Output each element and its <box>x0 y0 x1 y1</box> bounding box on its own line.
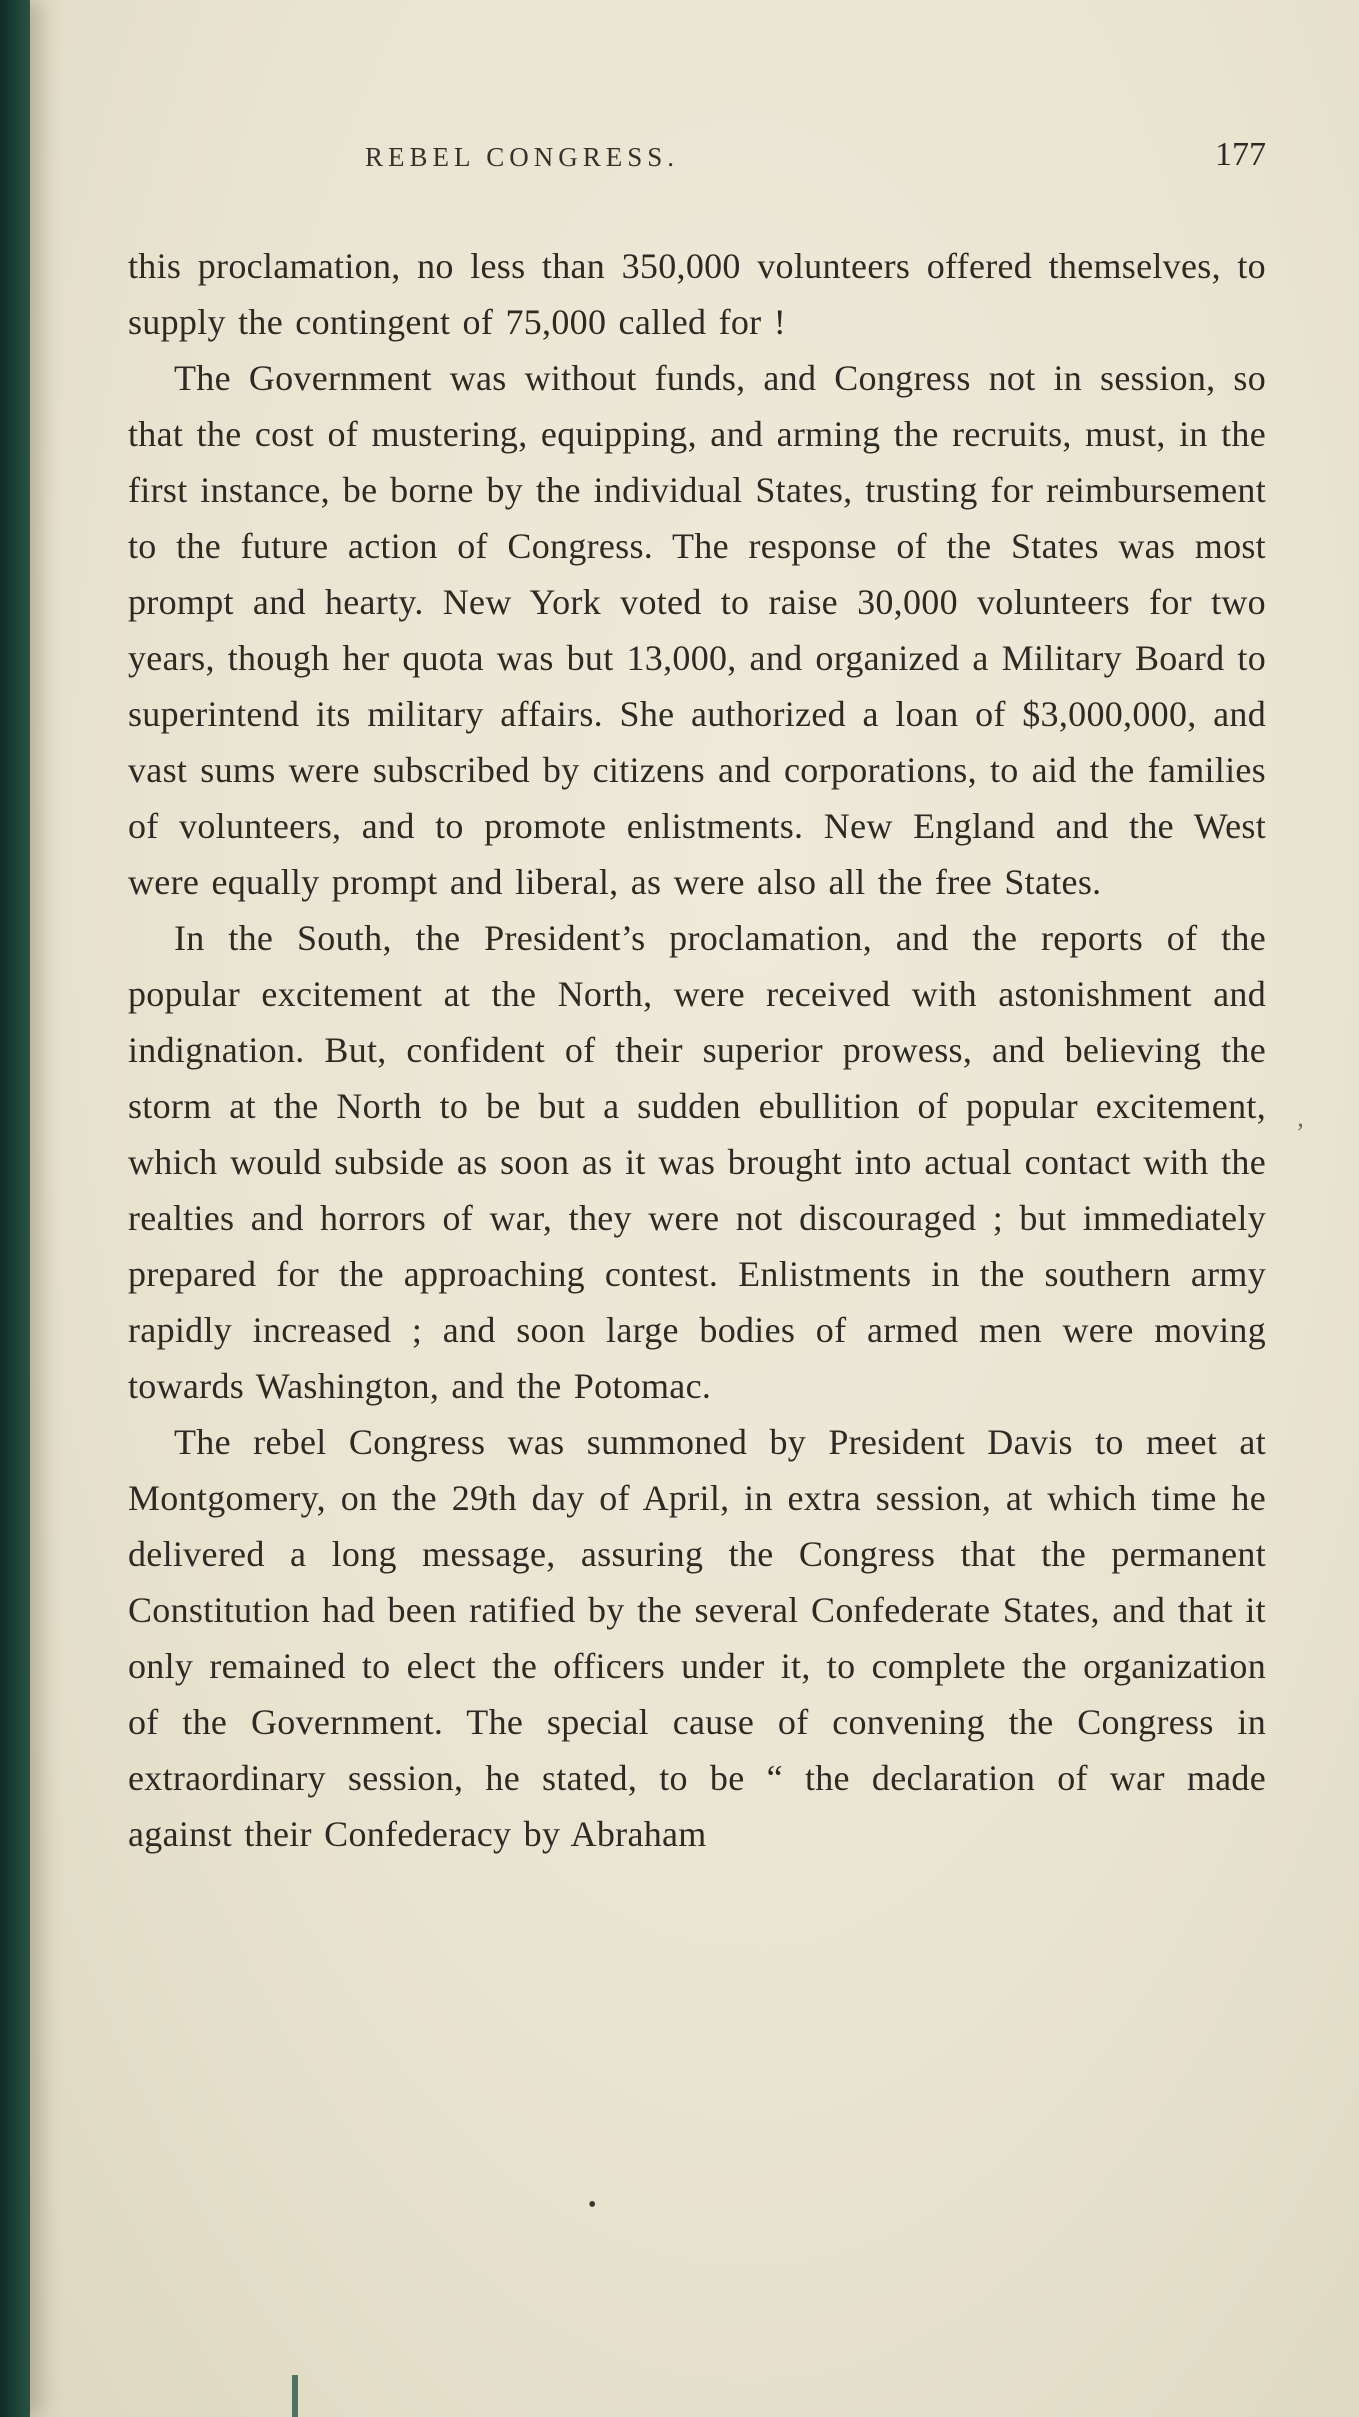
scan-speck: ’ <box>1296 1118 1305 1147</box>
body-text <box>128 238 1266 1862</box>
scan-artifact-tick <box>292 2375 298 2417</box>
page-number: 177 <box>1215 136 1266 173</box>
type-area <box>128 136 1266 1862</box>
paragraph: The Government was without funds, and Congress not in session, so that the cost of mustering, equipping, and arming the recruits, must, in the first instance, be borne by the individual States, trusting for reimbursement to the future action of Congress. The response of the States was most prompt and hearty. New York voted to raise 30,000 volunteers for two years, though her quota was but 13,000, and organized a Military Board to superintend its military affairs. She authorized a loan of $3,000,000, and vast sums were subscribed by citizens and corporations, to aid the families of volunteers, and to promote enlistments. New England and the West were equally prompt and liberal, as were also all the free States. <box>128 358 1266 902</box>
paragraph-continuation: this proclamation, no less than 350,000 volunteers offered themselves, to supply the contingent of 75,000 called for ! <box>128 246 1266 342</box>
header-title: REBEL CONGRESS. <box>364 142 680 172</box>
paragraph: The rebel Congress was summoned by President Davis to meet at Montgomery, on the 29th day of April, in extra session, at which time he delivered a long message, assuring the Congress that the permanent Constitution had been ratified by the several Confederate States, and that it only remained to elect the officers under it, to complete the organization of the Government. The special cause of convening the Congress in extraordinary session, he stated, to be “ the declaration of war made against their Confederacy by Abraham <box>128 1422 1266 1854</box>
binding-edge <box>0 0 30 2417</box>
paragraph: In the South, the President’s proclamation, and the reports of the popular excitement at the North, were received with astonishment and indignation. But, confident of their superior prowess, and believing the storm at the North to be but a sudden ebullition of popular excitement, which would subside as soon as it was brought into actual contact with the realties and horrors of war, they were not discouraged ; but immediately prepared for the approaching contest. Enlistments in the southern army rapidly increased ; and soon large bodies of armed men were moving towards Washington, and the Potomac. <box>128 918 1266 1406</box>
printers-mark-dot: • <box>588 2192 597 2218</box>
running-header <box>128 136 1266 188</box>
